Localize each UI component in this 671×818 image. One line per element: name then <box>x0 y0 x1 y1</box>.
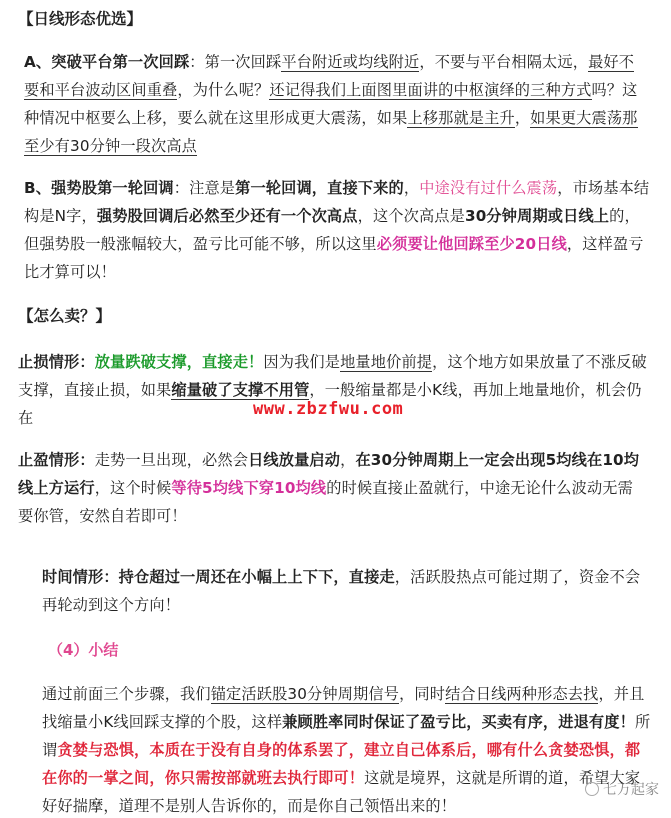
take-profit-text-1: 走势一旦出现，必然会 <box>94 451 249 469</box>
paragraph-a <box>24 48 648 160</box>
take-profit-lead: 止盈情形： <box>18 451 95 469</box>
brand-logo-icon <box>585 782 599 796</box>
take-profit-text-2: ， <box>340 451 356 469</box>
stop-loss-bold-1: 缩量破了支撑不用管 <box>171 381 310 399</box>
summary-bold-1: 兼顾胜率同时保证了盈亏比，买卖有序，进退有度！ <box>282 713 635 731</box>
stop-loss-text-3: ，一般缩量都是小K线，再加上地量地价，机会仍在 <box>18 381 642 427</box>
summary-text-5: 这就是境界，这就是所谓的道，希望大家好好揣摩，道理不是别人告诉你的，而是你自己领悟出来的！ <box>42 769 641 815</box>
para-a-underline-5: 如果更大震荡那至少有30分钟一段次高点 <box>24 109 638 155</box>
para-b-pink-1: 中途没有过什么震荡 <box>419 179 558 197</box>
section-title-how-to-sell: 【怎么卖？】 <box>18 307 112 325</box>
stop-loss-text-2: ，这个地方如果放量了不涨反破支撑，直接止损，如果 <box>18 353 647 399</box>
para-a-text-1: ：第一次回踩 <box>189 53 282 71</box>
summary-text-3: ，并且找缩量小K线回踩支撑的个股，这样 <box>42 685 645 731</box>
paragraph-take-profit <box>18 446 648 530</box>
take-profit-bold-1: 日线放量启动 <box>248 451 341 469</box>
summary-underline-2: 结合日线两种形态去找 <box>445 685 599 703</box>
summary-underline-1: 锚定活跃股30分钟周期信号 <box>210 685 400 703</box>
stop-loss-green: 放量跌破支撑，直接走！ <box>94 353 264 371</box>
para-a-underline-3: 还记得我们上面图里面讲的中枢演绎的三种方式 <box>269 81 592 99</box>
para-a-lead: A、突破平台第一次回踩 <box>24 53 190 71</box>
para-b-text-5: 的，但强势股一般涨幅较大，盈亏比可能不够，所以这里 <box>24 207 640 253</box>
summary-text-4: 所谓 <box>42 713 651 759</box>
para-b-pink-2: 必须要让他回踩至少20日线 <box>376 235 567 253</box>
take-profit-text-3: ，这个时候 <box>94 479 172 497</box>
take-profit-text-4: 的时候直接止盈就行，中途无论什么波动无需要你管，安然自若即可！ <box>18 479 633 525</box>
para-a-underline-1: 平台附近或均线附近 <box>281 53 420 71</box>
para-a-text-3: ，为什么呢？ <box>177 81 270 99</box>
para-b-text-2: ， <box>403 179 420 197</box>
footer-brand <box>585 779 659 799</box>
paragraph-stop-loss <box>18 348 650 432</box>
stop-loss-underline-1: 地量地价前提 <box>340 353 433 371</box>
summary-text-1: 通过前面三个步骤，我们 <box>42 685 211 703</box>
watermark-url: www.zbzfwu.com <box>253 399 404 419</box>
footer-brand-label: 七万起家 <box>603 782 659 798</box>
time-text-1: ，活跃股热点可能过期了，资金不会再轮动到这个方向！ <box>42 568 641 614</box>
paragraph-summary <box>42 680 654 818</box>
section-title-daily-patterns: 【日线形态优选】 <box>18 10 143 28</box>
para-a-text-4: 吗？这种情况中枢要么上移，要么就在这里形成更大震荡，如果 <box>24 81 638 127</box>
para-a-text-5: ， <box>514 109 531 127</box>
para-b-text-4: ，这个次高点是 <box>357 207 465 225</box>
para-b-text-6: ，这样盈亏比才算可以！ <box>24 235 644 281</box>
para-a-underline-2: 最好不要和平台波动区间重叠 <box>24 53 635 99</box>
summary-text-2: ，同时 <box>399 685 446 703</box>
summary-red-1: 贪婪与恐惧，本质在于没有自身的体系罢了，建立自己体系后，哪有什么贪婪恐惧，都在你的一掌之间，你只需按部就班去执行即可！ <box>42 741 641 787</box>
para-b-bold-3: 30分钟周期或日线上 <box>465 207 610 225</box>
para-a-underline-4: 上移那就是主升 <box>407 109 515 127</box>
para-b-lead: B、强势股第一轮回调 <box>24 179 174 197</box>
take-profit-magenta-1: 等待5均线下穿10均线 <box>171 479 327 497</box>
para-b-bold-1: 第一轮回调，直接下来的 <box>235 179 404 197</box>
time-lead: 时间情形：持仓超过一周还在小幅上上下下，直接走 <box>42 568 395 586</box>
para-b-bold-2: 强势股回调后必然至少还有一个次高点 <box>96 207 358 225</box>
para-b-text-3: ，市场基本结构是N字， <box>24 179 650 225</box>
section-title-summary: （4）小结 <box>48 641 119 659</box>
take-profit-bold-2: 在30分钟周期上一定会出现5均线在10均线上方运行 <box>18 451 640 497</box>
stop-loss-lead: 止损情形： <box>18 353 95 371</box>
paragraph-b <box>24 174 652 286</box>
para-a-text-2: ，不要与平台相隔太远， <box>419 53 589 71</box>
para-b-text-1: ：注意是 <box>173 179 236 197</box>
stop-loss-text-1: 因为我们是 <box>263 353 341 371</box>
paragraph-time <box>42 563 652 619</box>
